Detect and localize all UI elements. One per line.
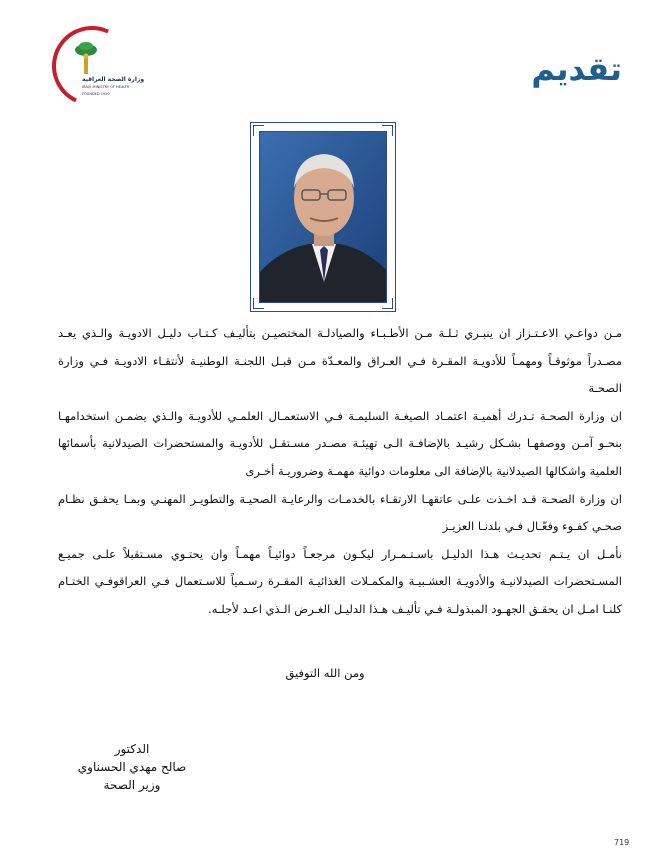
page-title: تقديم — [531, 50, 622, 88]
portrait-frame — [250, 122, 396, 312]
signature-name: صالح مهدي الحسناوي — [77, 760, 187, 774]
logo-year — [82, 92, 110, 96]
logo-english-text: IRAQI MINISTRY OF HEALTH — [82, 85, 130, 89]
signature-title: الدكتور — [114, 742, 150, 756]
ministry-logo — [52, 26, 145, 108]
logo-arabic-text: وزارة الصحة العراقية — [82, 76, 145, 83]
portrait-illustration — [260, 132, 387, 303]
paragraph: ان وزارة الصحـة قـد اخـذت علـى عاتقهـا الارتقـاء بالخدمـات والرعايـة الصحيـة والتطويـر المهنـي وبمـا يحقـق نظـام صحـي كفـوء وفعّـال فـي بلدنـا العزيـز — [58, 491, 622, 534]
portrait-photo — [259, 131, 387, 303]
paragraph: نأمـل ان يـتـم تحديـث هـذا الدليـل باسـتـمـرار ليكـون مرجعـاً دوائيـاً مهمـاً وان يحتـوي مسـتقبلاً علـى جميـع المسـتحضرات الصيدلانيـة والأدويـة العشـبيـة والمكمـلات الغذائيـة المقـرة رسـمياً للاسـتعمال فـي العراقوفـي الختـام كلنـا امـل ان يحقـق الجهـود المبذولـة فـي تأليـف هـذا الدليـل الغـرض الـذي اعـد لأجلـه. — [58, 546, 622, 616]
page-number: 719 — [614, 838, 630, 847]
logo-founded-label: FOUNDED — [82, 92, 100, 96]
paragraph: مـن دواعـي الاعـتـزاز ان ينبـري ثـلـة مـن الأطـبـاء والصيادلـة المختصيـن بتأليـف كـتـاب دليـل الادويـة والـذي يعـد مصـدراً موثوقـاً ومهمـاً للأدويـة المقـرة فـي العـراق والمعـدّة مـن قبـل اللجنـة الوطنيـة لأنتقـاء الادويـة فـي وزارة الصحـة — [58, 326, 622, 396]
paragraph: ان وزارة الصحـة تـدرك أهميـة اعتمـاد الصيغـة السليمـة فـي الاستعمـال العلمـي للأدويـة والـذي يضمـن استخدامهـا بنحـو آمـن ووصفهـا بشـكل رشيـد بالإضافـة الـى تهيئـة مصـدر مسـتقـل للأدويـة والمستحضرات الصيدلانية بأسمائها العلمية واشكالها الصيدلانية بالإضافة الى معلومات دوائية مهمـة وضروريـة أخـرى — [58, 408, 622, 478]
logo-founded-year: 1920 — [100, 92, 110, 96]
foreword-body — [58, 320, 622, 624]
palm-tree-icon — [74, 40, 98, 76]
signature-block — [72, 740, 192, 794]
signature-position: وزير الصحة — [103, 778, 161, 792]
closing-line: ومن الله التوفيق — [285, 666, 365, 680]
